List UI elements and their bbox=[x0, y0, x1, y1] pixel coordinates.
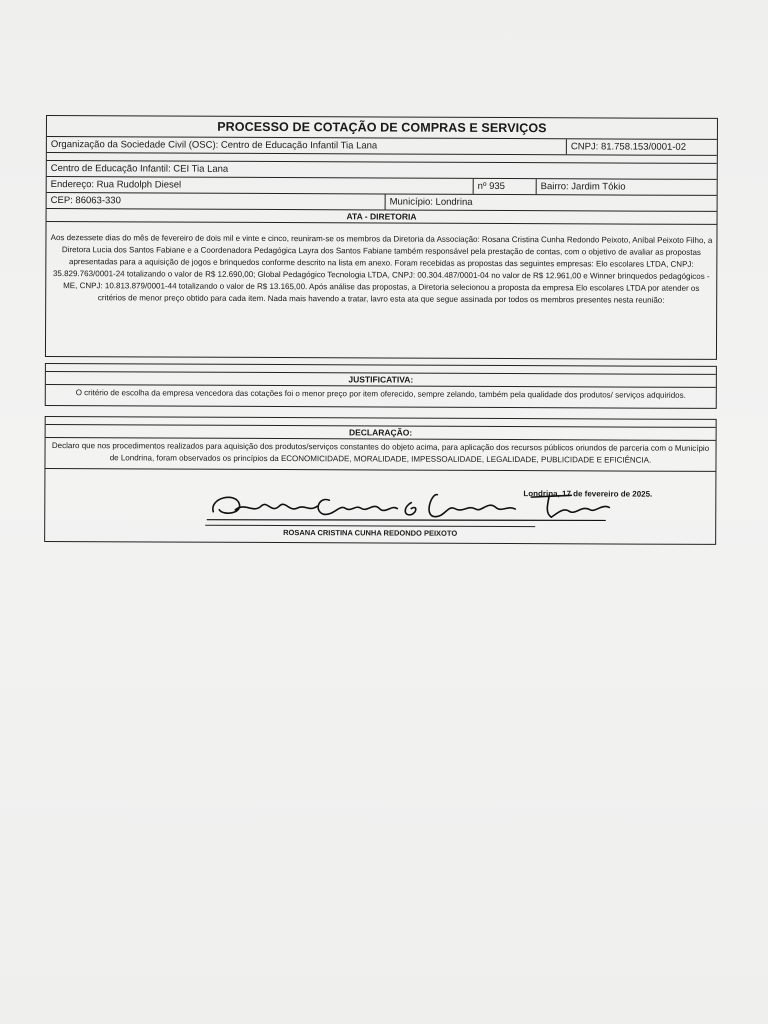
cep-field: CEP: 86063-330 bbox=[50, 195, 121, 207]
centro-row bbox=[47, 160, 717, 179]
cnpj-field: CNPJ: 81.758.153/0001-02 bbox=[566, 139, 717, 155]
ata-heading: ATA - DIRETORIA bbox=[47, 208, 717, 225]
signature-line bbox=[205, 525, 535, 527]
signature-date: Londrina, 17 de fevereiro de 2025. bbox=[523, 489, 653, 499]
header-form-box bbox=[45, 115, 718, 360]
numero-field: nº 935 bbox=[473, 179, 536, 194]
municipio-field: Município: Londrina bbox=[385, 194, 717, 210]
cep-row bbox=[47, 192, 717, 211]
declaracao-box bbox=[44, 416, 717, 545]
osc-row bbox=[47, 136, 717, 155]
declaracao-heading: DECLARAÇÃO: bbox=[46, 424, 716, 441]
document-title: PROCESSO DE COTAÇÃO DE COMPRAS E SERVIÇOS bbox=[217, 119, 547, 136]
endereco-row bbox=[47, 176, 717, 195]
quotation-document bbox=[44, 115, 718, 545]
declaracao-text: Declaro que nos procedimentos realizados para aquisição dos produtos/serviços constantes do objeto acima, para aplicação dos recursos públicos oriundos de parceria com o Município de Londrina, foram observados os princípios da ECONOMICIDADE, MORALIDADE, IMPESSOALIDADE, LEGALIDADE, PUBLICIDADE E EFICIÊNCIA. bbox=[51, 441, 710, 465]
osc-field: Organização da Sociedade Civil (OSC): Centro de Educação Infantil Tia Lana bbox=[50, 139, 378, 152]
bairro-field: Bairro: Jardim Tókio bbox=[536, 179, 717, 195]
justificativa-box bbox=[45, 363, 717, 409]
handwritten-signature bbox=[205, 486, 625, 528]
endereco-field: Endereço: Rua Rudolph Diesel bbox=[50, 179, 182, 191]
signer-name: ROSANA CRISTINA CUNHA REDONDO PEIXOTO bbox=[283, 528, 458, 538]
justificativa-text: O critério de escolha da empresa vencedora das cotações foi o menor preço por item oferecido, sempre zelando, também pela qualidade dos produtos/ serviços adquiridos. bbox=[75, 388, 686, 400]
ata-text: Aos dezessete dias do mês de fevereiro de dois mil e vinte e cinco, reuniram-se os membros da Diretoria da Associação: Rosana Cristina Cunha Redondo Peixoto, Aníbal Peixoto Filho, a Diretora Lucia dos Santos Fabiane e a Coordenadora Pedagógica Layra dos Santos Fabiane também responsável pela prestação de contas, com o objetivo de avaliar as propostas apresentadas para a aquisição de jogos e brinquedos conforme descrito na lista em anexo. Foram recebidas as propostas das seguintes empresas: Elo escolares LTDA, CNPJ: 35.829.763/0001-24 totalizando o valor de R$ 12.690,00; Global Pedagógico Tecnologia LTDA, CNPJ: 00.304.487/0001-04 no valor de R$ 12.961,00 e Winner brinquedos pedagógicos - ME, CNPJ: 10.813.879/0001-44 totalizando o valor de R$ 13.165,00. Após análise das propostas, a Diretoria selecionou a proposta da empresa Elo escolares LTDA por atender os critérios de menor preço obtido para cada item. Nada mais havendo a tratar, lavro esta ata que segue assinada por todos os membros presentes nesta reunião: bbox=[50, 233, 713, 305]
centro-field: Centro de Educação Infantil: CEI Tia Lana bbox=[50, 163, 229, 175]
justificativa-heading: JUSTIFICATIVA: bbox=[46, 371, 716, 388]
signature-area bbox=[45, 468, 715, 544]
